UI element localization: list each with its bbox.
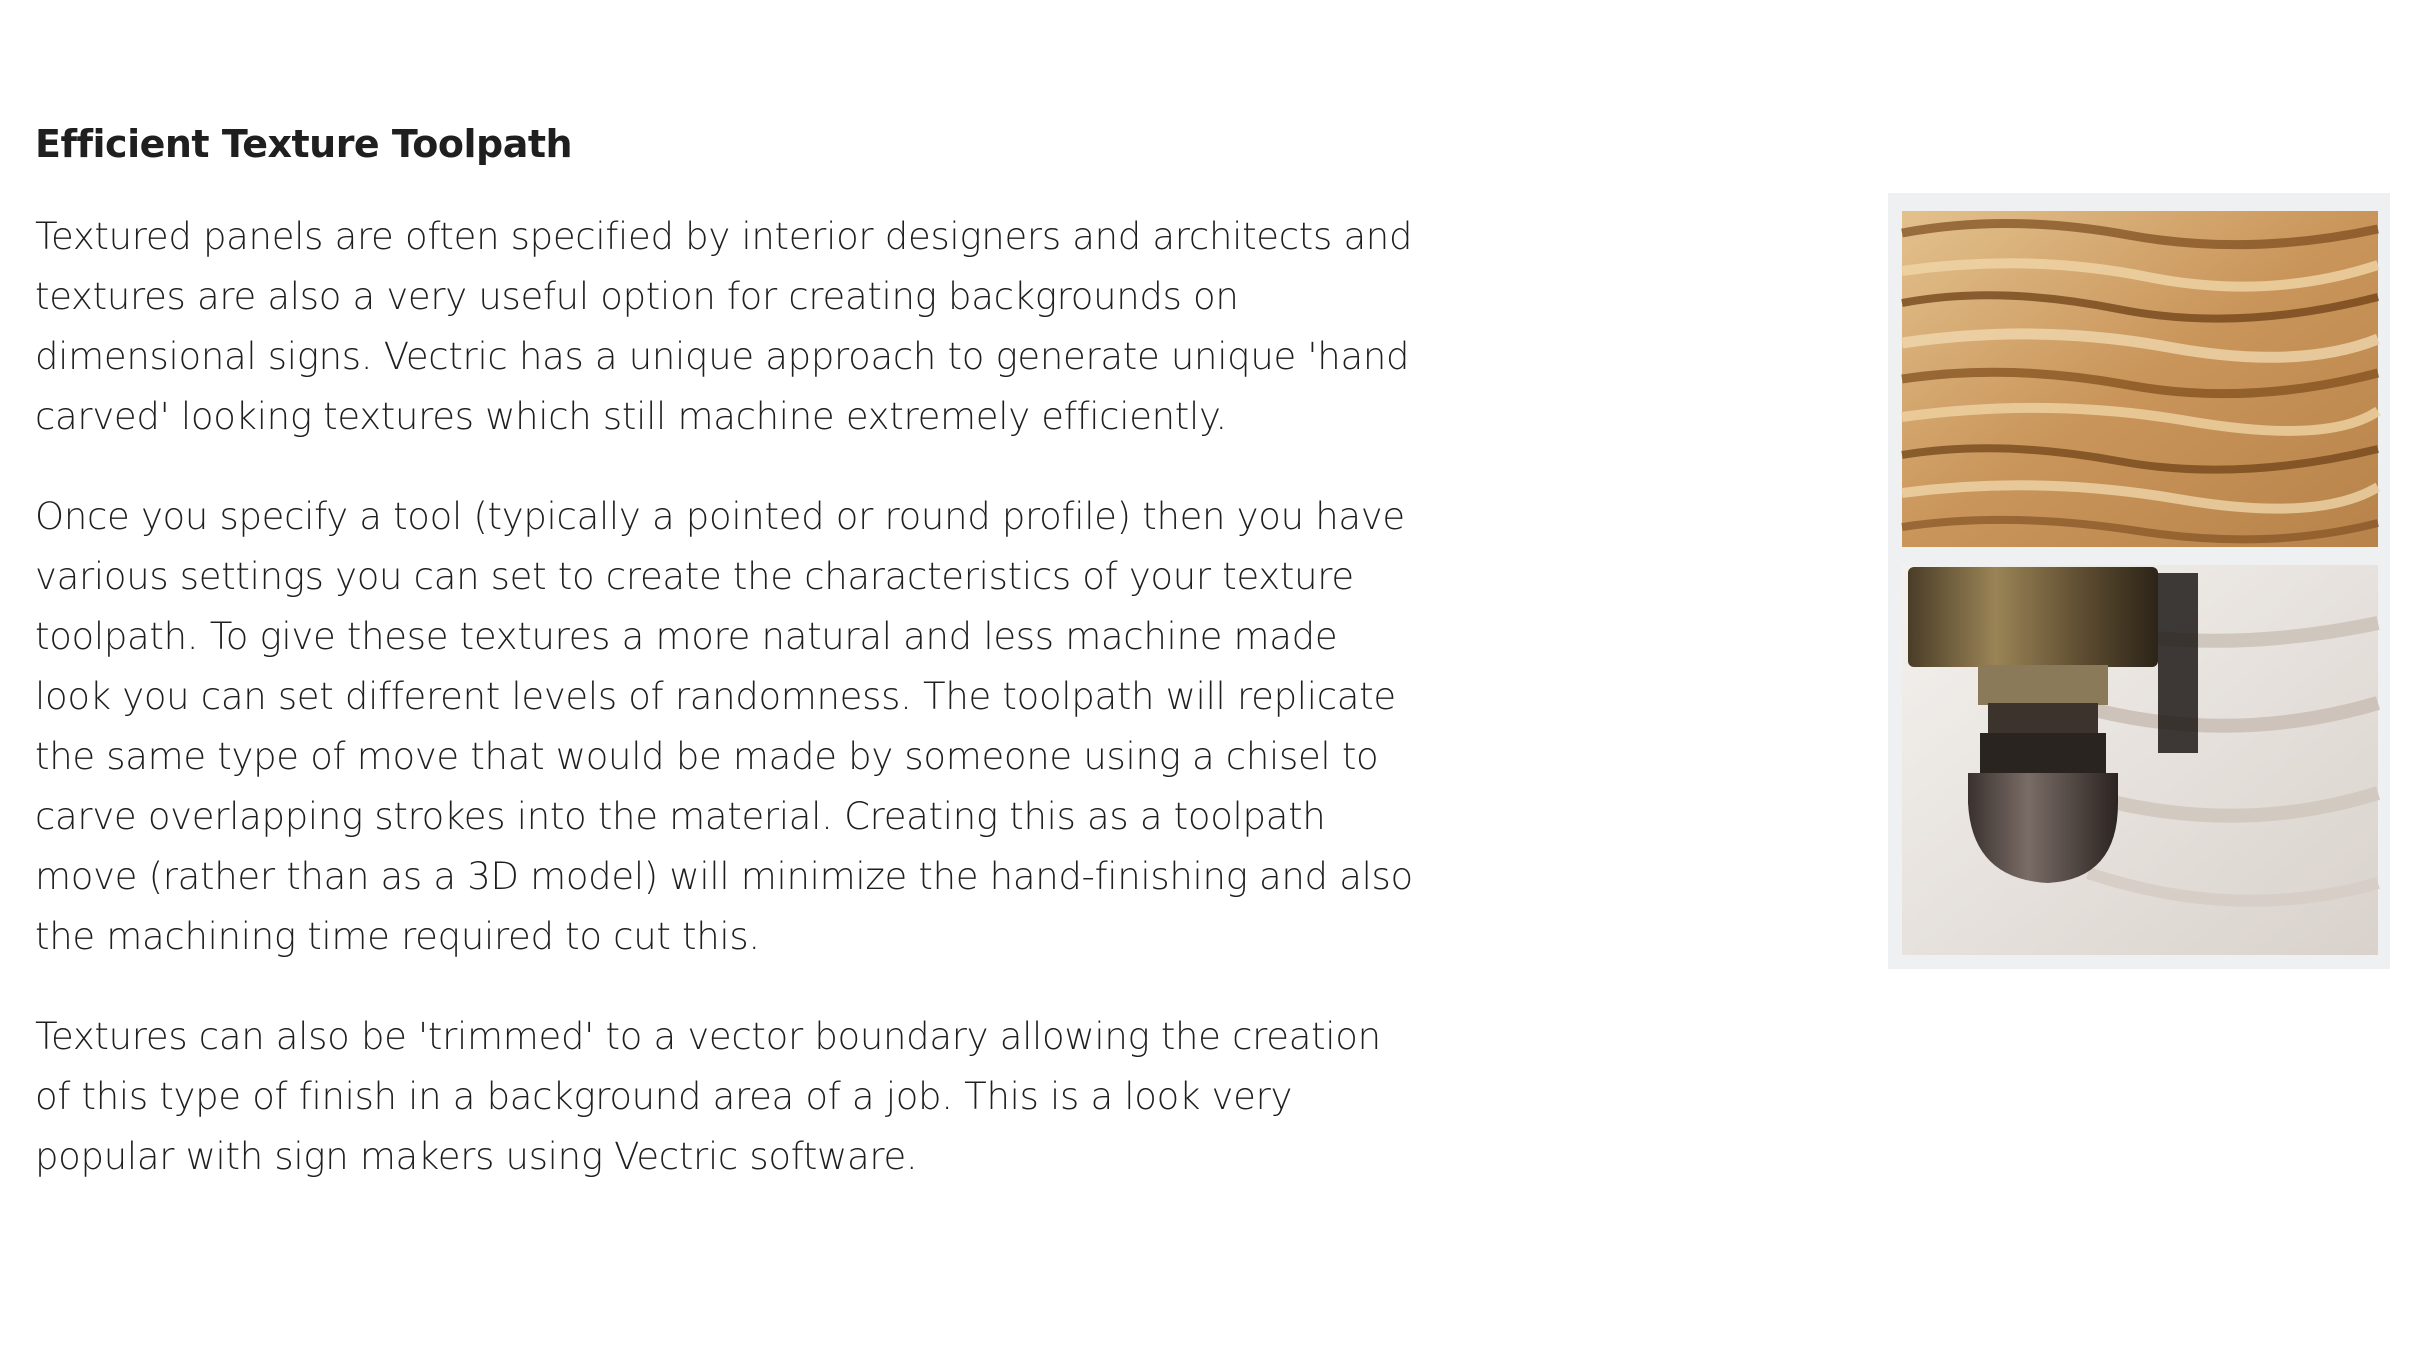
paragraph-trimmed-textures: Textures can also be 'trimmed' to a vector boundary allowing the creation of this type of finish in a background area of a job. This is a look very popular with sign makers using Vectric software.	[35, 1015, 1381, 1179]
paragraph-intro: Textured panels are often specified by interior designers and architects and textures are also a very useful option for creating backgrounds on dimensional signs. Vectric has a unique approach to generate unique 'hand carved' looking textures which still machine extremely efficiently.	[35, 215, 1413, 439]
paragraph-tool-settings: Once you specify a tool (typically a pointed or round profile) then you have various settings you can set to create the characteristics of your texture toolpath. To give these textures a more natural and less machine made look you can set different levels of randomness. The toolpath will replicate the same type of move that would be made by someone using a chisel to carve overlapping strokes into the material. Creating this as a toolpath move (rather than as a 3D model) will minimize the hand-finishing and also the machining time required to cut this.	[35, 495, 1413, 959]
section-title: Efficient Texture Toolpath	[35, 122, 573, 166]
texture-photo	[1888, 193, 2390, 969]
router-bit-image	[1902, 565, 2378, 955]
article-content	[35, 120, 1415, 1227]
wood-texture-image	[1902, 211, 2378, 547]
